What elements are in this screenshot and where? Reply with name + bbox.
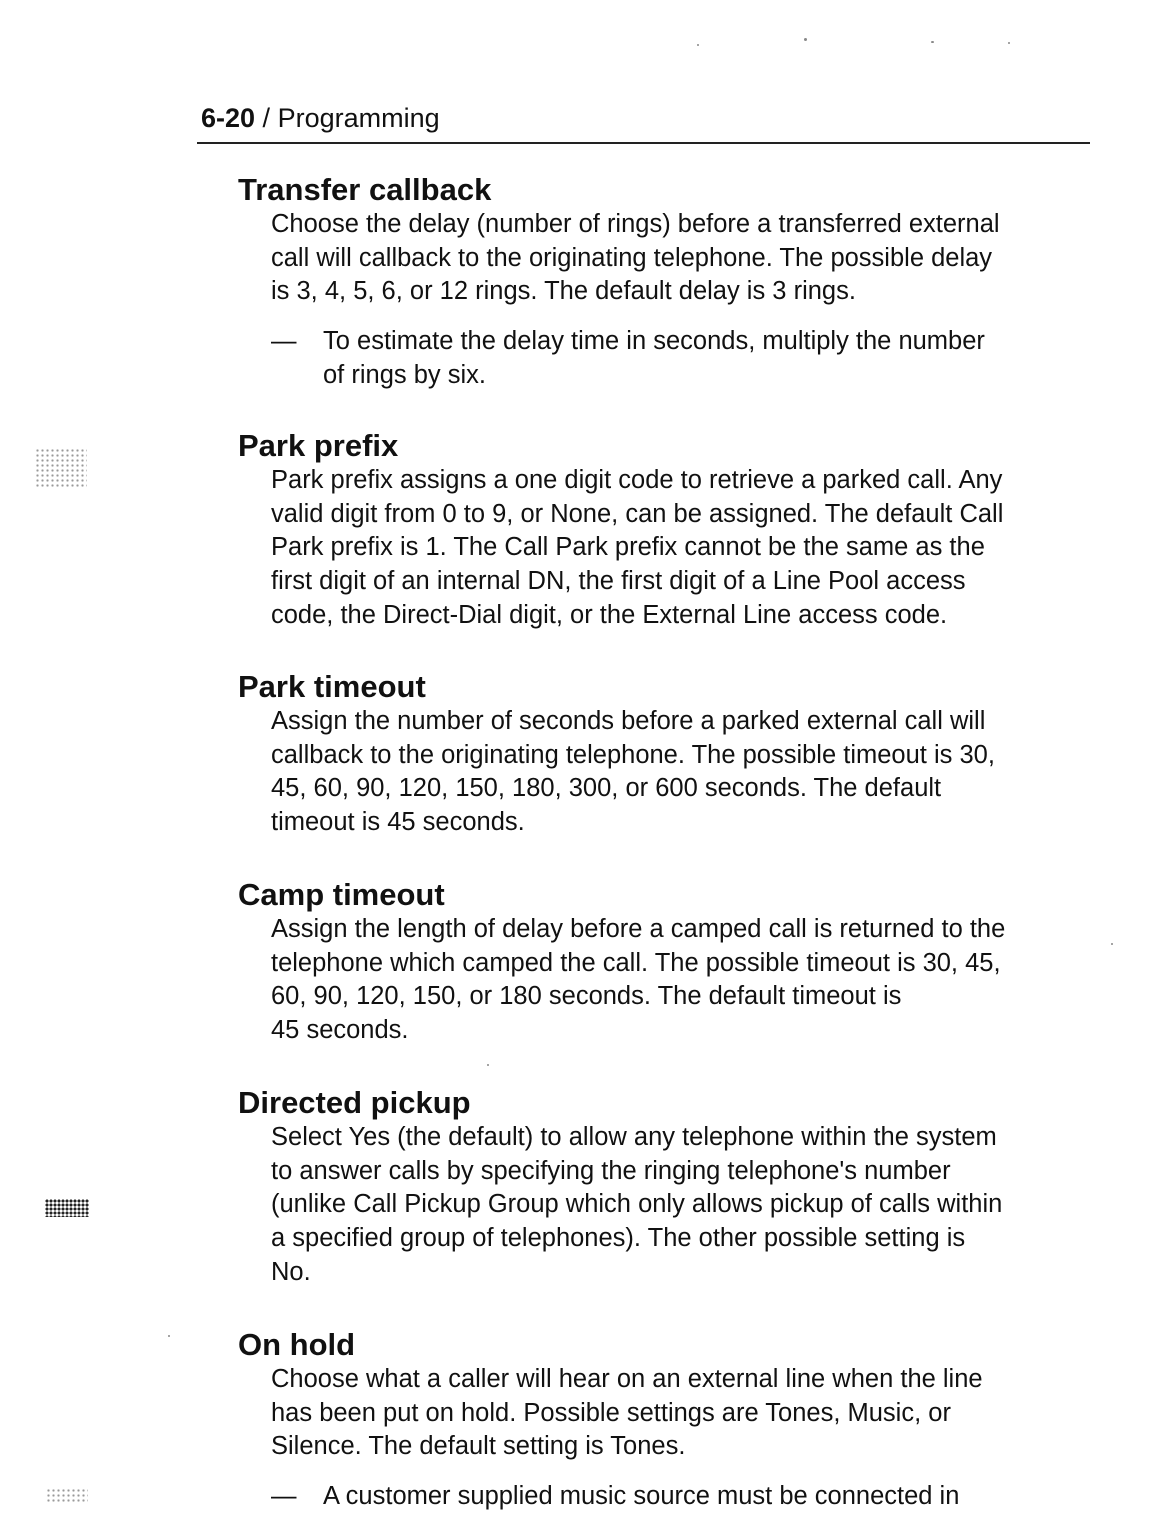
header-separator: / (255, 103, 278, 133)
section-note (271, 325, 1098, 392)
body-line: callback to the originating telephone. The possible timeout is 30, (271, 740, 995, 769)
body-line: Assign the number of seconds before a parked external call will (271, 707, 986, 735)
section-title: Transfer callback (238, 172, 492, 207)
section-title: Directed pickup (238, 1085, 471, 1120)
scan-margin-mark (45, 1199, 89, 1217)
note-line: To estimate the delay time in seconds, multiply the number (323, 327, 985, 356)
body-line: 45 seconds. (271, 1016, 409, 1045)
body-line: 60, 90, 120, 150, or 180 seconds. The default timeout is (271, 982, 902, 1011)
body-line: Assign the length of delay before a camped call is returned to the (271, 915, 1006, 943)
body-line: has been put on hold. Possible settings are Tones, Music, or (271, 1398, 951, 1427)
section-title: On hold (238, 1327, 356, 1362)
section-title: Park timeout (238, 669, 426, 704)
section-camp-timeout (238, 877, 1098, 1048)
scan-margin-mark (46, 1488, 88, 1502)
body-line: Choose the delay (number of rings) before a transferred external (271, 210, 1000, 238)
page-header (201, 100, 440, 136)
body-line: telephone which camped the call. The possible timeout is 30, 45, (271, 948, 1001, 977)
body-line: Park prefix is 1. The Call Park prefix cannot be the same as the (271, 533, 985, 562)
body-line: a specified group of telephones). The other possible setting is (271, 1224, 966, 1253)
body-line: timeout is 45 seconds. (271, 808, 525, 837)
scan-speck (931, 41, 934, 43)
body-line: call will callback to the originating telephone. The possible delay (271, 243, 993, 272)
note-dash: — (271, 1482, 297, 1511)
body-line: code, the Direct-Dial digit, or the External Line access code. (271, 600, 948, 629)
scan-speck (1111, 943, 1113, 945)
scan-speck (697, 44, 699, 46)
body-line: Choose what a caller will hear on an external line when the line (271, 1365, 983, 1393)
note-dash: — (271, 327, 297, 356)
section-body (271, 705, 1098, 840)
section-body (271, 1121, 1098, 1290)
section-body (271, 1363, 1098, 1464)
section-title: Park prefix (238, 428, 399, 463)
section-park-prefix (238, 428, 1098, 633)
section-on-hold (238, 1327, 1098, 1514)
chapter-title: Programming (277, 103, 440, 133)
section-transfer-callback (238, 172, 1098, 393)
section-body (271, 464, 1098, 633)
header-rule (197, 142, 1090, 144)
section-note (271, 1480, 1098, 1514)
body-line: Park prefix assigns a one digit code to retrieve a parked call. Any (271, 466, 1003, 494)
body-line: first digit of an internal DN, the first digit of a Line Pool access (271, 567, 966, 596)
body-line: to answer calls by specifying the ringing telephone's number (271, 1156, 951, 1185)
body-line: 45, 60, 90, 120, 150, 180, 300, or 600 seconds. The default (271, 774, 942, 803)
section-body (271, 208, 1098, 309)
page-number: 6-20 (201, 103, 256, 133)
scan-speck (804, 38, 807, 41)
section-directed-pickup (238, 1085, 1098, 1290)
scan-speck (168, 1335, 170, 1337)
note-line: of rings by six. (323, 360, 486, 389)
body-line: valid digit from 0 to 9, or None, can be assigned. The default Call (271, 499, 1004, 528)
scan-margin-mark (35, 448, 87, 488)
section-title: Camp timeout (238, 877, 445, 912)
scan-speck (1008, 42, 1010, 44)
section-body (271, 913, 1098, 1048)
body-line: Silence. The default setting is Tones. (271, 1432, 686, 1461)
scan-speck (487, 1064, 489, 1066)
body-line: Select Yes (the default) to allow any telephone within the system (271, 1123, 997, 1151)
section-park-timeout (238, 669, 1098, 840)
note-line: A customer supplied music source must be connected in (323, 1482, 960, 1511)
body-line: No. (271, 1257, 311, 1286)
body-line: (unlike Call Pickup Group which only allows pickup of calls within (271, 1190, 1003, 1219)
body-line: is 3, 4, 5, 6, or 12 rings. The default delay is 3 rings. (271, 277, 856, 306)
